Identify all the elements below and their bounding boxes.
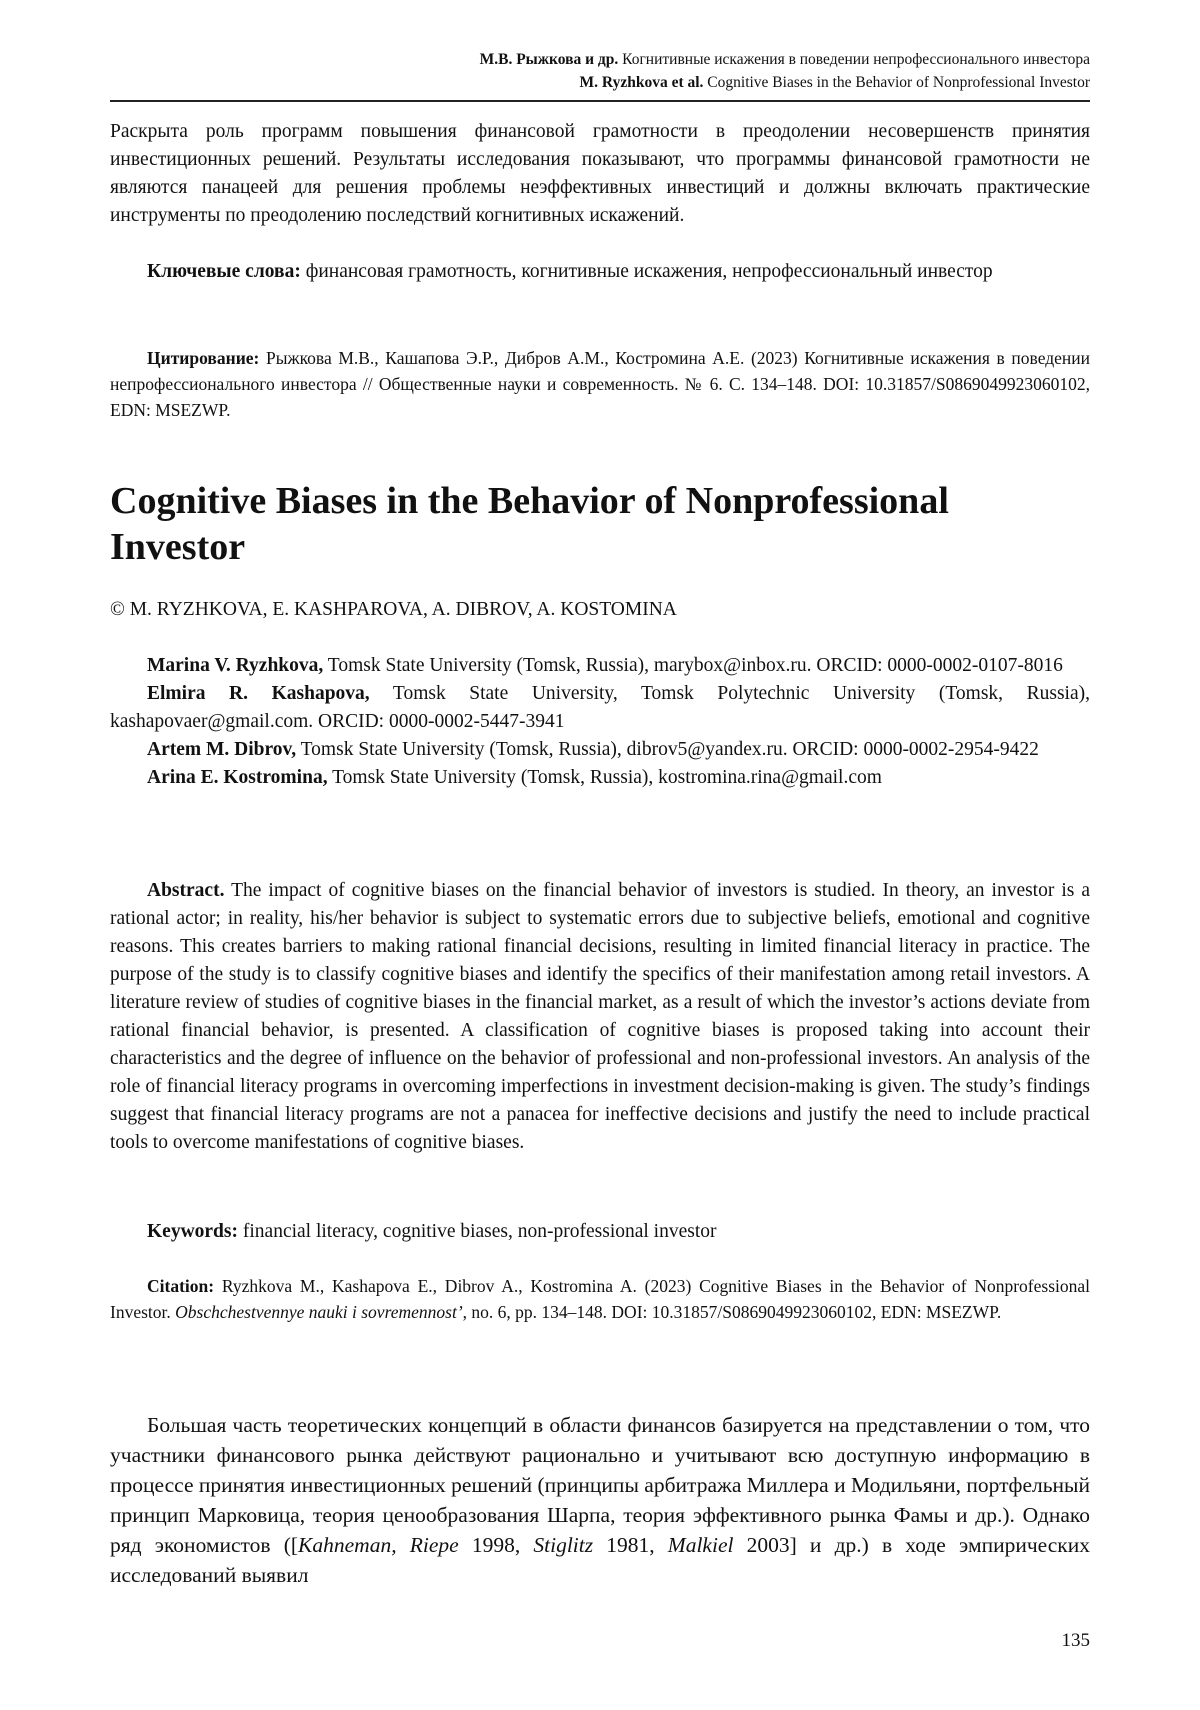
ru-citation-text: Рыжкова М.В., Кашапова Э.Р., Дибров А.М., Костромина А.Е. (2023) Когнитивные искажения в поведении непрофессионального инвестора // Общественные науки и современность. № 6. С. 134–148. DOI: 10.31857/S0869049923060102, EDN: MSEZWP. [110,348,1090,420]
header-rule [110,100,1090,102]
ru-citation [110,345,1090,423]
ru-abstract-text: Раскрыта роль программ повышения финансовой грамотности в преодолении несовершенств принятия инвестиционных решений. Результаты исследования показывают, что программы финансовой грамотности не являются панацеей для решения проблемы неэффективных инвестиций и должны включать практические инструменты по преодолению последствий когнитивных искажений. [110,121,1090,226]
affiliation [110,764,1090,792]
citation-journal: Obschchestvennye nauki i sovremennost’ [175,1302,463,1322]
abstract-text: The impact of cognitive biases on the financial behavior of investors is studied. In theory, an investor is a rational actor; in reality, his/her behavior is subject to systematic errors due to subjective beliefs, emotional and cognitive reasons. This creates barriers to making rational financial decisions, resulting in limited financial literacy in practice. The purpose of the study is to classify cognitive biases and identify the specifics of their manifestation among retail investors. A literature review of studies of cognitive biases in the financial market, as a result of which the investor’s actions deviate from rational financial behavior, is presented. A classification of cognitive biases is proposed taking into account their characteristics and the degree of influence on the behavior of professional and non-professional investors. An analysis of the role of financial literacy programs in overcoming imperfections in investment decision-making is given. The study’s findings suggest that financial literacy programs are not a panacea for ineffective decisions and justify the need to include practical tools to overcome manifestations of cognitive biases. [110,880,1090,1153]
author-info: Tomsk State University (Tomsk, Russia), marybox@inbox.ru. ORCID: 0000-0002-0107-8016 [323,655,1063,676]
citation-label: Citation: [147,1276,215,1296]
ref-author: Kahneman, Riepe [298,1533,459,1557]
body-text-end: 2003] и др.) в ходе эмпирических исследований выявил [110,1533,1091,1587]
header-ru-title: Когнитивные искажения в поведении непрофессионального инвестора [622,51,1090,68]
author-name: Marina V. Ryzhkova, [147,655,324,676]
ref-year: 1998, [458,1533,534,1557]
header-en-authors: M. Ryzhkova et al. [579,74,704,91]
citation [110,1273,1090,1325]
affiliation [110,736,1090,764]
ref-author: Malkiel [667,1533,734,1557]
page-number: 135 [1061,1630,1090,1651]
abstract [110,877,1090,1157]
ru-citation-label: Цитирование: [147,348,260,368]
ref-author: Stiglitz [533,1533,594,1557]
author-info: Tomsk State University (Tomsk, Russia), dibrov5@yandex.ru. ORCID: 0000-0002-2954-9422 [296,739,1039,760]
author-name: Artem M. Dibrov, [147,739,297,760]
body-paragraph [110,1410,1090,1590]
header-en-title: Cognitive Biases in the Behavior of Nonprofessional Investor [707,74,1090,91]
ru-abstract-end [110,118,1090,230]
body-text: Большая часть теоретических концепций в области финансов базируется на представлении о том, что участники финансового рынка действуют рационально и учитывают всю доступную информацию в процессе принятия инвестиционных решений (принципы арбитража Миллера и Модильяни, портфельный принцип Марковица, теория ценообразования Шарпа, теория эффективного рынка Фамы и др.). Однако ряд экономистов ([ [110,1413,1090,1557]
citation-text-2: , no. 6, pp. 134–148. DOI: 10.31857/S0869049923060102, EDN: MSEZWP. [462,1302,1002,1322]
author-info: Tomsk State University, Tomsk Polytechnic University (Tomsk, Russia), kashapovaer@gmail.com. ORCID: 0000-0002-5447-3941 [110,683,1090,732]
ru-keywords-text: финансовая грамотность, когнитивные искажения, непрофессиональный инвестор [300,261,993,282]
keywords [110,1218,1090,1246]
author-name: Arina E. Kostromina, [147,767,328,788]
ru-keywords-label: Ключевые слова: [147,261,301,282]
keywords-text: financial literacy, cognitive biases, non-professional investor [238,1221,717,1242]
affiliation [110,680,1090,736]
header-ru-authors: М.В. Рыжкова и др. [479,51,619,68]
citation-text: Ryzhkova M., Kashapova E., Dibrov A., Kostromina A. (2023) Cognitive Biases in the Behavior of Nonprofessional Investor. [110,1276,1090,1322]
keywords-label: Keywords: [147,1221,238,1242]
abstract-label: Abstract. [147,880,225,901]
author-info: Tomsk State University (Tomsk, Russia), kostromina.rina@gmail.com [327,767,882,788]
authors-line: © M. RYZHKOVA, E. KASHPAROVA, A. DIBROV, A. KOSTOMINA [110,599,677,620]
affiliations [110,652,1090,792]
author-name: Elmira R. Kashapova, [147,683,370,704]
running-header [110,48,1090,94]
ref-year: 1981, [593,1533,668,1557]
affiliation [110,652,1090,680]
article-title: Cognitive Biases in the Behavior of Nonprofessional Investor [110,480,949,568]
ru-keywords [110,258,1090,286]
